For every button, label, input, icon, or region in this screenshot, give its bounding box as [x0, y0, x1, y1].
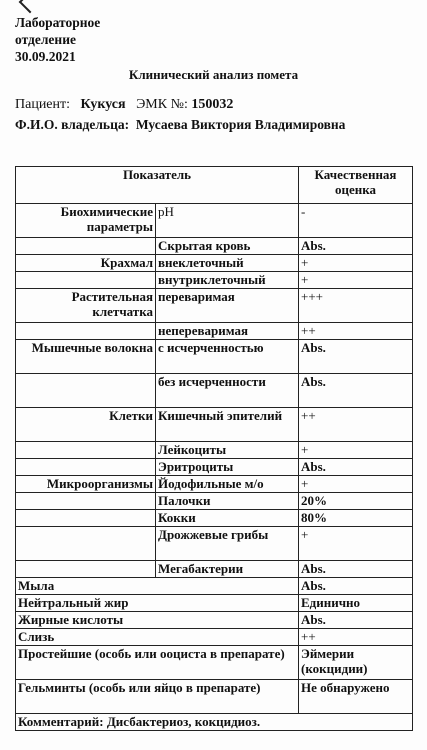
empty-cell: [16, 442, 156, 459]
helminths-value: Не обнаружено: [299, 680, 413, 714]
bottom-edge: [0, 746, 427, 750]
rods-label: Палочки: [156, 493, 299, 510]
table-row: [16, 374, 413, 408]
cocci-label: Кокки: [156, 510, 299, 527]
indigestible-label: непереваримая: [156, 323, 299, 340]
table-row: [16, 527, 413, 561]
microorganisms-label: Микроорганизмы: [16, 476, 156, 493]
protozoa-label: Простейшие (особь или ооциста в препарате): [16, 646, 299, 680]
intracell-value: +: [299, 272, 413, 289]
iodophilic-value: +: [299, 476, 413, 493]
soap-label: Мыла: [16, 578, 299, 595]
comment: Комментарий: Дисбактериоз, кокцидиоз.: [16, 714, 413, 731]
yeast-value: +: [299, 527, 413, 561]
table-row: [16, 459, 413, 476]
mucus-label: Слизь: [16, 629, 299, 646]
empty-cell: [16, 459, 156, 476]
table-row: [16, 204, 413, 238]
leukocytes-label: Лейкоциты: [156, 442, 299, 459]
table-row: [16, 442, 413, 459]
digestible-value: +++: [299, 289, 413, 323]
table-row: [16, 629, 413, 646]
megabacteria-label: Мегабактерии: [156, 561, 299, 578]
empty-cell: [16, 323, 156, 340]
report-date: 30.09.2021: [15, 49, 76, 64]
rating-header: Качественная оценка: [299, 167, 413, 204]
extracell-value: +: [299, 255, 413, 272]
intestinal-epithelium-value: ++: [299, 408, 413, 442]
table-row: [16, 578, 413, 595]
table-row: [16, 289, 413, 323]
table-header-row: [16, 167, 413, 204]
empty-cell: [16, 527, 156, 561]
without-striation-label: без исчерченности: [156, 374, 299, 408]
table-row: [16, 476, 413, 493]
soap-value: Abs.: [299, 578, 413, 595]
indigestible-value: ++: [299, 323, 413, 340]
without-striation-value: Abs.: [299, 374, 413, 408]
report-title: Клинический анализ помета: [128, 67, 299, 82]
starch-label: Крахмал: [16, 255, 156, 272]
with-striation-value: Abs.: [299, 340, 413, 374]
empty-cell: [16, 493, 156, 510]
intracell-label: внутриклеточный: [156, 272, 299, 289]
hidden-blood-value: Abs.: [299, 238, 413, 255]
fatty-acids-value: Abs.: [299, 612, 413, 629]
neutral-fat-label: Нейтральный жир: [16, 595, 299, 612]
department-line-1: Лабораторное: [15, 15, 101, 30]
empty-cell: [16, 510, 156, 527]
table-row: [16, 408, 413, 442]
table-row: [16, 255, 413, 272]
table-row: [16, 272, 413, 289]
neutral-fat-value: Единично: [299, 595, 413, 612]
patient-label: Пациент:: [15, 97, 71, 112]
biochem-label: Биохимические параметры: [16, 204, 156, 238]
hidden-blood-label: Скрытая кровь: [156, 238, 299, 255]
indicator-header: Показатель: [16, 167, 299, 204]
with-striation-label: с исчерченностью: [156, 340, 299, 374]
extracell-label: внеклеточный: [156, 255, 299, 272]
table-row: [16, 680, 413, 714]
patient-name: Кукуся: [80, 97, 126, 112]
emk-number: 150032: [191, 97, 234, 112]
table-row: [16, 612, 413, 629]
table-row: [16, 510, 413, 527]
leukocytes-value: +: [299, 442, 413, 459]
table-row: [16, 340, 413, 374]
cells-label: Клетки: [16, 408, 156, 442]
owner-label: Ф.И.О. владельца:: [15, 117, 130, 132]
table-row: [16, 646, 413, 680]
cocci-value: 80%: [299, 510, 413, 527]
table-row: [16, 238, 413, 255]
top-bar: [0, 0, 427, 14]
table-row: [16, 493, 413, 510]
emk-label: ЭМК №:: [136, 97, 188, 112]
table-row: [16, 595, 413, 612]
erythrocytes-label: Эритроциты: [156, 459, 299, 476]
iodophilic-label: Йодофильные м/о: [156, 476, 299, 493]
rods-value: 20%: [299, 493, 413, 510]
empty-cell: [16, 238, 156, 255]
patient-line: [15, 97, 233, 113]
erythrocytes-value: Abs.: [299, 459, 413, 476]
plant-fiber-label: Растительная клетчатка: [16, 289, 156, 323]
intestinal-epithelium-label: Кишечный эпителий: [156, 408, 299, 442]
empty-cell: [16, 374, 156, 408]
megabacteria-value: Abs.: [299, 561, 413, 578]
table-row: [16, 714, 413, 731]
back-arrow-icon[interactable]: [19, 0, 42, 13]
ph-label: pH: [156, 204, 299, 238]
fatty-acids-label: Жирные кислоты: [16, 612, 299, 629]
mucus-value: ++: [299, 629, 413, 646]
owner-line: [15, 117, 345, 133]
owner-name: Мусаева Виктория Владимировна: [135, 117, 346, 132]
department-line-2: отделение: [15, 32, 76, 47]
table-row: [16, 561, 413, 578]
helminths-label: Гельминты (особь или яйцо в препарате): [16, 680, 299, 714]
protozoa-value: Эймерии (кокцидии): [299, 646, 413, 680]
yeast-label: Дрожжевые грибы: [156, 527, 299, 561]
ph-value: -: [299, 204, 413, 238]
table-row: [16, 323, 413, 340]
empty-cell: [16, 272, 156, 289]
empty-cell: [16, 561, 156, 578]
digestible-label: переваримая: [156, 289, 299, 323]
results-table: [15, 166, 413, 731]
muscle-label: Мышечные волокна: [16, 340, 156, 374]
